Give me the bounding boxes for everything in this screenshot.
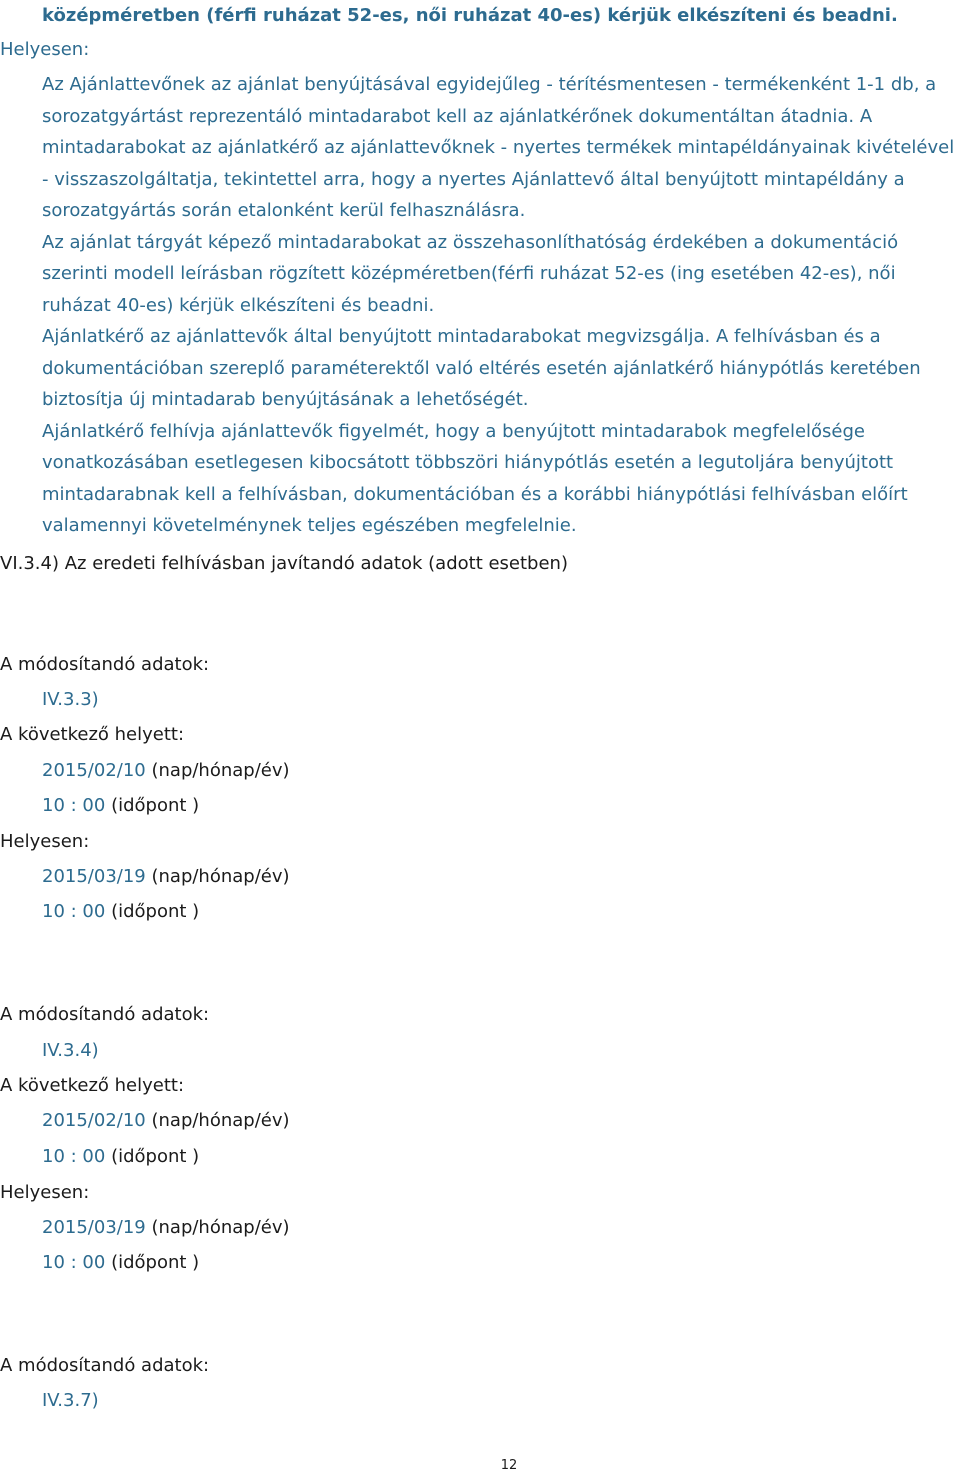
old-date-row-1	[42, 758, 290, 784]
new-date-row-1	[42, 864, 290, 890]
time-unit-2b: (időpont )	[111, 1252, 200, 1273]
time-unit-1b: (időpont )	[111, 901, 200, 922]
old-time-2: 10 : 00	[42, 1146, 106, 1167]
old-date-2: 2015/02/10	[42, 1110, 146, 1131]
new-date-row-2	[42, 1215, 290, 1241]
helyett-label-1: A következő helyett:	[0, 724, 185, 745]
modositando-label-1: A módosítandó adatok:	[0, 654, 210, 675]
helyesen-label-block-1: Helyesen:	[0, 831, 90, 852]
section-heading: VI.3.4) Az eredeti felhívásban javítandó adatok (adott esetben)	[0, 553, 568, 574]
date-unit-1b: (nap/hónap/év)	[151, 866, 290, 887]
old-date-row-2	[42, 1108, 290, 1134]
reference-3: IV.3.7)	[42, 1390, 99, 1411]
new-time-1: 10 : 00	[42, 901, 106, 922]
old-time-row-2	[42, 1144, 199, 1170]
modositando-label-2: A módosítandó adatok:	[0, 1004, 210, 1025]
time-unit-2: (időpont )	[111, 1146, 200, 1167]
date-unit-2b: (nap/hónap/év)	[151, 1217, 290, 1238]
helyett-label-2: A következő helyett:	[0, 1075, 185, 1096]
paragraph-3: Ajánlatkérő az ajánlattevők által benyújtott mintadarabokat megvizsgálja. A felhívásban és a dokumentációban szereplő paraméterektől való eltérés esetén ajánlatkérő hiánypótlás keretében biztosítja új mintadarab benyújtásának a lehetőségét.	[42, 326, 921, 410]
reference-2: IV.3.4)	[42, 1040, 99, 1061]
paragraph-main: Az Ajánlattevőnek az ajánlat benyújtásával egyidejűleg - térítésmentesen - termékenként 1-1 db, a sorozatgyártást reprezentáló mintadarabot kell az ajánlatkérőnek dokumentáltan átadnia. A mintadarabokat az ajánlatkérő az ajánlattevőknek - nyertes termékek mintapéldányainak kivételével - visszaszolgáltatja, tekintettel arra, hogy a nyertes Ajánlattevő által benyújtott mintapéldány a sorozatgyártás során etalonként kerül felhasználásra.	[42, 74, 955, 221]
new-date-2: 2015/03/19	[42, 1217, 146, 1238]
new-date-1: 2015/03/19	[42, 866, 146, 887]
helyesen-label-block-2: Helyesen:	[0, 1182, 90, 1203]
page-number: 12	[500, 1458, 518, 1473]
old-time-1: 10 : 00	[42, 795, 106, 816]
reference-1: IV.3.3)	[42, 689, 99, 710]
top-fragment-text: középméretben (férfi ruházat 52-es, női ruházat 40-es) kérjük elkészíteni és beadni.	[42, 5, 898, 26]
date-unit-1: (nap/hónap/év)	[151, 760, 290, 781]
new-time-row-1	[42, 899, 199, 925]
helyesen-label: Helyesen:	[0, 39, 90, 60]
old-date-1: 2015/02/10	[42, 760, 146, 781]
new-time-2: 10 : 00	[42, 1252, 106, 1273]
main-text-block	[0, 69, 960, 542]
new-time-row-2	[42, 1250, 199, 1276]
paragraph-2: Az ajánlat tárgyát képező mintadarabokat az összehasonlíthatóság érdekében a dokumentáció szerinti modell leírásban rögzített középméretben(férfi ruházat 52-es (ing esetében 42-es), női ruházat 40-es) kérjük elkészíteni és beadni.	[42, 231, 899, 316]
time-unit-1: (időpont )	[111, 795, 200, 816]
paragraph-4: Ajánlatkérő felhívja ajánlattevők figyelmét, hogy a benyújtott mintadarabok megfelelősége vonatkozásában esetlegesen kibocsátott többszöri hiánypótlás esetén a legutoljára benyújtott mintadarabnak kell a felhívásban, dokumentációban és a korábbi hiánypótlási felhívásban előírt valamennyi követelménynek teljes egészében megfelelnie.	[42, 420, 908, 536]
old-time-row-1	[42, 793, 199, 819]
date-unit-2: (nap/hónap/év)	[151, 1110, 290, 1131]
modositando-label-3: A módosítandó adatok:	[0, 1355, 210, 1376]
